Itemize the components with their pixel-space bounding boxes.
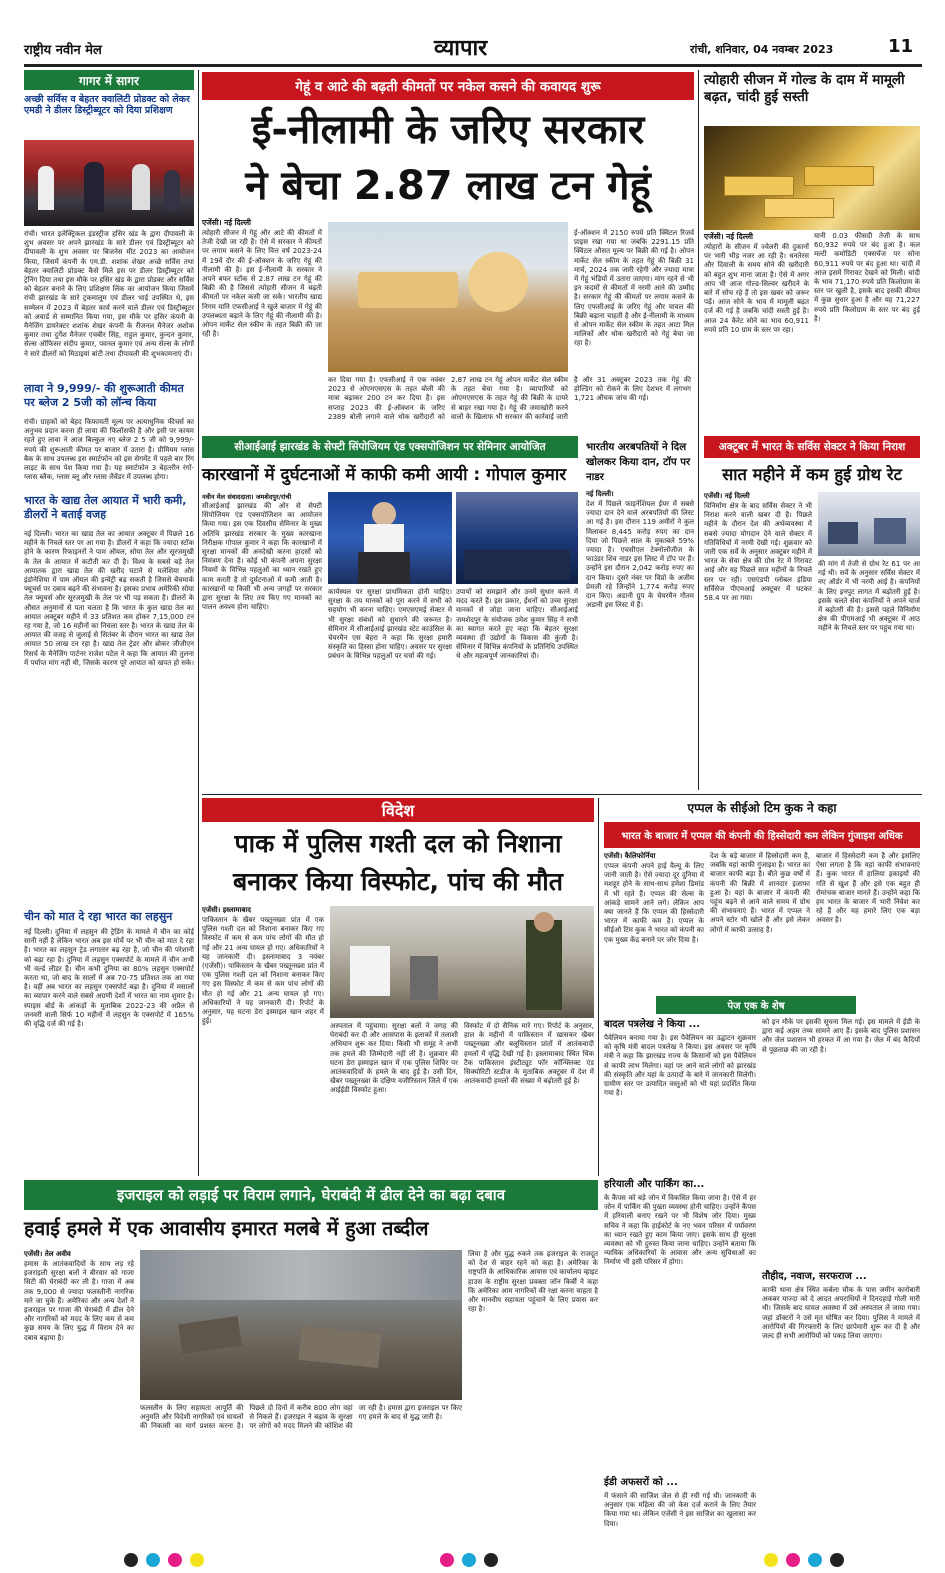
apple-body-1: एप्पल कंपनी अपने हाई वैल्यू के लिए जानी जाती है। ऐसे ज्यादा दूर दुनिया में मशहूर होने के साथ-साथ हमेशा डिमांड में भी रहते हैं। एप्पल की सेल्स के आंकड़े सामने आने लगे। लेकिन आप क्या जानते हैं कि एप्पल की हिस्सेदारी भारत में काफी कम है। एप्पल के सीईओ टिम कुक ने भारत को कंपनी का एक मुख्य केंद्र बनाने पर जोर दिया है। <box>604 862 704 944</box>
dealer-meet-photo <box>24 140 194 226</box>
left-story1-body: रांची। भारत इलेक्ट्रिकल इंडस्ट्रीज हसिर खंड के द्वारा दीपावली के शुभ अवसर पर अपने झारखंड के सारे डीलर एवं डिस्ट्रीब्यूटर को दीपावली के शुभ अवसर पर बिजनेस मीट 2023 का आयोजन किया, जिसमें कंपनी के एम.डी. शशांक शेखर अच्छे सर्विस तथा बेहतर क्वालिटी प्रोडक्ट कैसे मिले इस पर डीलर डिस्ट्रीब्यूटर को ट्रेनिंग दिया तथा इस मौके पर हसिर खंड के द्वारा प्रोडक्ट और सर्विस को बेहतर बनाने के लिए प्रशिक्षण लिंक का आयोजन किया जिसमें रांची झारखंड के सारे ट्रकमालूम एवं डीलर भाई उपस्थित थे, इस सम्मेलन में 2023 में बेहतर कार्य करने वाले डीलर एवं डिस्ट्रीब्यूटर को अवार्ड से सम्मानित किया गया, इस मौके पर हसिर कंपनी के मैनेजिंग डायरेक्टर शशांक शेखर कंपनी के रीजनल मैनेजर अशोक कुमार तथा दुर्गेश मैनेजर एचबीर सिंह, राहुल कुमार, कुन्दन कुमार, सेल्स ऑफिसर संदीप कुमार, पवनल कुमार एवं अन्य सेल्स के लोगों ने सारे डीलरों को मिठाइयां बांटी तथा दीपावली की शुभकामनाएं दी। <box>24 230 194 358</box>
world-headline-1: पाक में पुलिस गश्ती दल को निशाना <box>234 829 562 858</box>
registration-marks-left <box>120 1552 208 1571</box>
cii-body-1: सीआईआई झारखंड की ओर से सेफ्टी सिंपोजियम एंड एक्सपोजिशन का आयोजन किया गया। इस एक दिवसीय सेमिनार के मुख्य अतिथि झारखंड सरकार के मुख्य कारखाना निरीक्षक गोपाल कुमार ने कहा कि कारखानों में सुरक्षा मानकों की अनदेखी करना हादसों को निमंत्रण देना है। कोई भी कंपनी अपना सुरक्षा नियमों के विभिन्न पहलुओं का ध्यान रखते हुए काम करती है तो दुर्घटनाओं में कमी आती है। कारखानों या किसी भी अन्य जगहों पर सरकार द्वारा सुरक्षा के लिए तय किए गए मानकों का पालन अवश्य होना चाहिए। <box>202 502 322 612</box>
world-banner: विदेश <box>202 798 594 822</box>
gold-body-1: त्योहारों के सीजन में ज्वेलरी की दुकानों पर भारी भीड़ नजर आ रही है। धनतेरस और दिवाली के समय सोने की खरीदारी को बहुत शुभ माना जाता है। ऐसे में अगर आप भी आज गोल्ड-सिल्वर खरीदने के बारे में सोच रहे हैं तो इस खबर को जरूर पढ़ें। आज सोने के भाव में मामूली बढ़त दर्ज की गई है जबकि चांदी सस्ती हुई है। आज 24 कैरेट सोने का भाव 60,911 रुपये प्रति 10 ग्राम के स्तर पर रहा। <box>704 243 809 334</box>
cii-banner: सीआईआई झारखंड के सेफ्टी सिंपोजियम एंड एक्सपोजिशन पर सेमिनार आयोजित <box>202 436 578 458</box>
services-body-2: की मांग में तेजी से ग्रोथ रेट 61 पर आ गई थी। सर्वे के अनुसार सर्विस सेक्टर में नए ऑर्डर में भी नरमी आई है। कंपनियों के लिए इनपुट लागत में बढ़ोतरी हुई है। इसके चलते सेवा कंपनियों ने अपने चार्ज में बढ़ोतरी की है। इससे पहले विनिर्माण क्षेत्र की पीएमआई भी अक्टूबर में आठ महीने के निचले स्तर पर पहुंच गया था। <box>818 560 920 633</box>
world-dateline: एजेंसी। इस्लामाबाद <box>202 906 251 914</box>
wheat-field-photo <box>328 222 568 372</box>
gold-dateline: एजेंसी। नई दिल्ली <box>704 232 753 241</box>
office-workers-photo <box>818 492 920 556</box>
region-s1-body: पैवेलियन बनाया गया है। इस पैवेलियन का उद्घाटन शुक्रवार को कृषि मंत्री बादल पत्रलेख ने किया। इस अवसर पर कृषि मंत्री ने कहा कि झारखंड राज्य के किसानों को इस पैवेलियन से काफी लाभ मिलेगा। वहां पर आने वाले लोगों को झारखंड की संस्कृति और यहां के उत्पादों के बारे में जानकारी मिलेगी। ग्रामीण स्तर पर उत्पादित वस्तुओं को भी यहां प्रदर्शित किया गया है। <box>604 1034 756 1098</box>
section-title: व्यापार <box>434 35 488 61</box>
israel-body-1: हमास के आतंकवादियों के साथ लड़ रहे इजराइली सुरक्षा बलों ने बीरवार को गाजा सिटी की घेराबंदी कर ली है। गाजा में अब तक 9,000 से ज्यादा फलस्तीनी नागरिक मारे जा चुके हैं। अमेरिका और अन्य देशों ने इजराइल पर गाजा की घेराबंदी में ढील देने और नागरिकों को मदद के लिए कम से कम कुछ समय के लिए युद्ध में विराम देने का दबाव बढ़ाया है। <box>24 1260 134 1342</box>
mid-right-divider <box>698 70 699 790</box>
left-story1-headline: अच्छी सर्विस व बेहतर क्वालिटी प्रोडक्ट को लेकर एमडी ने डीलर डिस्ट्रीब्यूटर को दिया प्रशिक्षण <box>24 94 190 117</box>
world-headline-2: बनाकर किया विस्फोट, पांच की मौत <box>232 867 564 896</box>
billionaire-dateline: नई दिल्ली। <box>586 490 614 498</box>
israel-banner: इजराइल को लड़ाई पर विराम लगाने, घेराबंदी में ढील देने का बढ़ा दबाव <box>24 1180 598 1210</box>
left-story4-headline: चीन को मात दे रहा भारत का लहसुन <box>24 910 173 923</box>
wheat-headline-2: ने बेचा 2.87 लाख टन गेहूं <box>245 163 651 209</box>
services-body-1: विनिर्माण क्षेत्र के बाद सर्विस सेक्टर ने भी निराश करने वाली खबर दी है। पिछले महीने के दौरान देश की अर्थव्यवस्था में सबसे ज्यादा योगदान देने वाले सेक्टर में गतिविधियों में नरमी देखी गई। शुक्रवार को जारी एक सर्वे के अनुसार अक्टूबर महीने में भारत के सेवा क्षेत्र की ग्रोथ रेट में गिरावट आई और यह पिछले सात महीनों के निचले स्तर पर रही। एसएंडपी ग्लोबल इंडिया सर्विसेज पीएमआई अक्टूबर में घटकर 58.4 पर आ गया। <box>704 502 812 603</box>
wheat-dateline: एजेंसी। नई दिल्ली <box>202 218 251 227</box>
apple-banner: भारत के बाजार में एप्पल की कंपनी की हिस्सेदारी कम लेकिन गुंजाइश अधिक <box>604 822 920 848</box>
services-banner: अक्टूबर में भारत के सर्विस सेक्टर ने किया निराश <box>704 436 920 458</box>
israel-dateline: एजेंसी। तेल अवीव <box>24 1250 71 1258</box>
apple-body-3: बाजार में हिस्सेदारी कम है और इसलिए ऐसा लगता है कि यहां काफी संभावनाएं हैं। कुक भारत में हालिया इकाइयों की गति से खुश हैं और इसे एक बहुत ही रोमांचक बाजार मानते हैं। उन्होंने कहा कि हम भारत के बाजार में भारी निवेश कर रहे हैं और यह हमारे लिए एक बड़ा अवसर है। <box>816 852 920 925</box>
apple-dateline: एजेंसी। कैलिफोर्निया <box>604 852 656 860</box>
wheat-headline-1: ई-नीलामी के जरिए सरकार <box>251 107 645 153</box>
wheat-body-2: कर दिया गया है। एफसीआई ने एक नवंबर 2023 से ओएमएसएस के तहत बोली की मात्रा बढ़ाकर 200 टन कर दिया है। इस सप्ताह 2023 की ई-ऑक्शन के जरिए 2389 बोली लगाने वाले थोक खरीदारों को 2.87 लाख टन गेहूं ओपन मार्केट सेल स्कीम के तहत बेचा गया है। व्यापारियों को ओएमएसएस के तहत गेहूं की बिक्री के दायरे से बाहर रखा गया है। गेहूं की जमाखोरी करने वालों के खिलाफ भी सरकार की कार्रवाई जारी है और 31 अक्टूबर 2023 तक गेहूं की होल्डिंग को रोकने के लिए देशभर में लगभग 1,721 औचक जांच की गई। <box>328 376 691 421</box>
cii-dateline: नवीन मेल संवाददाता। जमशेदपुर/रांची <box>202 493 292 501</box>
rubble-photo <box>140 1250 462 1400</box>
apple-kicker: एप्पल के सीईओ टिम कुक ने कहा <box>687 801 837 815</box>
israel-headline: हवाई हमले में एक आवासीय इमारत मलबे में हुआ तब्दील <box>24 1217 429 1240</box>
left-story4-body: नई दिल्ली। दुनिया में लहसुन की ट्रेडिंग के मामले में चीन का कोई सानी नहीं है लेकिन भारत अब इस मोर्चे पर भी चीन को मात दे रहा है। भारत का लहसुन ट्रेड लगातार बढ़ रहा है, जो चीन की परेशानी को बढ़ा रहा है। दुनिया में लहसुन एक्सपोर्ट के मामले में चीन अभी भी वर्ल्ड लीडर है। चीन कभी दुनिया का 80% लहसुन एक्सपोर्ट करता था, जो बाद के सालों में अब 70-75 प्रतिशत तक आ गया है। वहीं अब भारत का लहसुन एक्सपोर्ट बढ़ा है। दुनिया में मसालों का व्यापार करने वाले सबसे अग्रणी देशों में भारत का नाम शुमार है। स्पाइस बोर्ड के आंकड़ों के मुताबिक 2022-23 की अप्रैल से जनवरी वाली सिर्फ 10 महीनों में लहसुन के एक्सपोर्ट में 165% की वृद्धि दर्ज की गई है। <box>24 928 194 1029</box>
world-right-divider <box>598 798 599 1176</box>
left-story2-headline: लावा ने 9,999/- की शुरूआती कीमत पर ब्लेज 2 5जी को लॉन्च किया <box>24 382 184 409</box>
left-story3-body: नई दिल्ली। भारत का खाद्य तेल का आयात अक्टूबर में पिछले 16 महीने के निचले स्तर पर आ गया है। डीलरों ने कहा कि ज्यादा स्टॉक होने के कारण रिफाइनरों ने पाम ऑयल, सोया तेल और सूरजमुखी के तेल के आयात में कटौती कर दी है। विश्व के सबसे बड़े तेल आयातक द्वारा खाद्य तेल की खरीद घटाने से मलेशिया और इंडोनेशिया में पाम ऑयल की इन्वेंट्री बढ़ सकती है जिससे बेंचमार्क फ्यूचर्स पर दबाव बढ़ने की संभावना है। इसका प्रभाव अमेरिकी सोया तेल फ्यूचर्स और सूरजमुखी के तेल पर भी पड़ सकता है। डीलरों के औसत अनुमानों से पता चलता है कि भारत के कुल खाद्य तेल का आयात अक्टूबर महीने में 33 प्रतिशत कम होकर 7,15,000 टन रह गया है, जो 16 महीनों का निचला स्तर है। भारत के खाद्य तेल के आयात की वजह से जुलाई से सितंबर के दौरान भारत का खाद्य तेल आयात 50 लाख टन रहा है। खाद्य तेल ट्रेडर और ब्रोकर जीजीएन रिसर्च के मैनेजिंग पार्टनर राजेश पटेल ने कहा कि आयात की तुलना में पर्याप्त मांग नहीं थी, जिसके कारण पूरे आयात को खपत हो सके। <box>24 530 195 667</box>
header-rule <box>24 64 922 67</box>
region-tag: पेज एक के शेष <box>656 996 856 1014</box>
left-story2-body: रांची। ग्राहकों को बेहद किफायती मूल्य पर अत्याधुनिक फीचर्स का अनुभव प्रदान करना ही लावा की फिलॉसफी है और इसी पर कायम रहते हुए लावा ने आज बिल्कुल नए ब्लेज 2 5 जी को 9,999/- रुपये की शुरूआती कीमत पर बाजार में उतारा है। प्रीमियम ग्लास बैक के साथ उपलब्ध इस स्मार्टफोन को इस सेगमेंट में पहले बार रिंग लाइट के साथ पेश किया गया है। यह स्मार्टफोन 3 बेहतरीन रंगों- ग्लास ब्लैक, ग्लास ब्लू और ग्लास लैवेंडर में उपलब्ध होगा। <box>24 418 194 482</box>
gold-headline: त्योहारी सीजन में गोल्ड के दाम में मामूली बढ़त, चांदी हुई सस्ती <box>704 72 905 105</box>
region-s1-headline: बादल पत्रलेख ने किया ... <box>604 1019 701 1030</box>
page-number: 11 <box>888 36 914 57</box>
cii-body-2: कार्यस्थल पर सुरक्षा प्राथमिकता होनी चाहिए। सुरक्षा के तय मानकों को पूरा करने में सभी को सहयोग भी करना चाहिए। एमएसएमई सेक्टर में भी सुरक्षा संबंधों को सुधारने की जरूरत है। सेमिनार में सीआईआई झारखंड स्टेट काउंसिल के चेयरमैन एस बेहरा ने कहा कि सुरक्षा हमारी संस्कृति का हिस्सा होना चाहिए। अवसर पर सुरक्षा प्रबंधन के विभिन्न पहलुओं पर चर्चा की गई। <box>328 588 452 661</box>
wheat-body-3: ई-ऑक्शन में 2150 रुपये प्रति क्विंटल रिजर्व प्राइस रखा गया था जबकि 2291.15 प्रति क्विंटल औसत मूल्य पर बिक्री की गई है। ओपन मार्केट सेल स्कीम के तहत गेहूं की बिक्री 31 मार्च, 2024 तक जारी रहेगी और ज्यादा मात्रा में गेहूं भंडियों में उतारा जाएगा। मांग रहने से भी इन कदमों से कीमतों में नरमी आने की उम्मीद है। सरकार गेहूं की कीमतों पर लगाम कसने के लिए एफसीआई के जरिए गेहूं और चावल की बिक्री बढ़ाना चाहती है और ई-नीलामी के माध्यम से ओपन मार्केट सेल स्कीम के तहत आटा मिल मालिकों और थोक खरीदारों को गेहूं बेचा जा रहा है। <box>574 229 695 348</box>
region-s5-headline: तौहीद, नवाज, सरफराज ... <box>762 1271 867 1282</box>
left-tag: गागर में सागर <box>24 70 194 90</box>
billionaire-body: देश में पिछले फाइनेंशियल ईयर में सबसे ज्यादा दान देने वाले अरबपतियों की लिस्ट आ गई है। इस दौरान 119 अमीरों ने कुल मिलाकर 8,445 करोड़ रुपए का दान दिया जो पिछले साल के मुकाबले 59% ज्यादा है। एचसीएल टेक्नोलॉजीज के फाउंडर शिव नाडर इस लिस्ट में टॉप पर हैं। उन्होंने इस दौरान 2,042 करोड़ रुपए का दान किया। दूसरे नंबर पर विप्रो के अजीम प्रेमजी रहे जिन्होंने 1,774 करोड़ रुपए दान किए। अडानी ग्रुप के चेयरमैन गौतम अडानी इस लिस्ट में हैं। <box>586 500 694 610</box>
services-headline: सात महीने में कम हुई ग्रोथ रेट <box>722 465 902 484</box>
cii-speaker-photo <box>328 492 452 584</box>
region-s3-headline: ईडी अफसरों को ... <box>604 1477 678 1488</box>
blast-site-photo <box>330 906 594 1018</box>
mid-horizontal-rule <box>202 794 922 795</box>
region-s2-headline: हरियाली और पार्किंग का... <box>604 1179 705 1190</box>
billionaire-headline: भारतीय अरबपतियों ने दिल खोलकर किया दान, टॉप पर नाडर <box>586 442 691 483</box>
cii-headline: कारखानों में दुर्घटनाओं में काफी कमी आयी : गोपाल कुमार <box>202 465 567 485</box>
world-body-3: विस्फोट में दो सैनिक मारे गए। रिपोर्ट के अनुसार, हाल के महीनों में पाकिस्तान में खासकर खैबर पख्तूनख्वा और बलूचिस्तान प्रांतों में आतंकवादी हमलों में वृद्धि देखी गई है। इस्लामाबाद स्थित थिंक टैंक पाकिस्तान इंस्टीट्यूट फॉर कॉन्फ्लिक्ट एंड सिक्योरिटी स्टडीज के मुताबिक अक्टूबर में देश में आतंकवादी हमलों की संख्या में बढ़ोतरी हुई है। <box>464 1022 594 1086</box>
apple-body-2: देश के बड़े बाजार में हिस्सेदारी कम है, जबकि यहां काफी गुंजाइश है। भारत का बाजार काफी बड़ा है। बीते कुछ वर्षों में कंपनी की बिक्री में शानदार इजाफा हुआ है। यहां के बाजार में कंपनी की पहुंच बढ़ने से आने वाले समय में ग्रोथ की संभावनाएं हैं। भारत में एप्पल ने अपने स्टोर भी खोले हैं और इसे लेकर लोगों में काफी उत्साह है। <box>710 852 811 934</box>
region-s2-body: के कैंपस को बड़े जोन में विकसित किया जाना है। ऐसे में हर जोन में पार्किंग की पुख्ता व्यवस्था होनी चाहिए। उन्होंने कैंपस में हरियाली बनाए रखने पर भी विशेष जोर दिया। मुख्य सचिव ने कहा कि हाईकोर्ट के नए भवन परिसर में पर्यावरण का ध्यान रखते हुए काम किया जाए। इसके साथ ही सुरक्षा व्यवस्था को भी दुरुस्त किया जाना चाहिए। उन्होंने बताया कि न्यायिक अधिकारियों के आवास और अन्य सुविधाओं का निर्माण भी इसी परिसर में होगा। <box>604 1194 756 1267</box>
wheat-body-1: त्योहारी सीजन में गेहूं और आटे की कीमतों में तेजी देखी जा रही है। ऐसे में सरकार ने कीमतों पर लगाम कसने के लिए वित्त वर्ष 2023-24 में 19वें दौर की ई-ऑक्शन के जरिए गेहूं की नीलामी की है। इस ई-नीलामी के सरकार ने अपने बफर स्टॉक से 2.87 लाख टन गेहूं की बिक्री की है जिससे त्योहारी सीजन में बढ़ती कीमतों पर नकेल कसी जा सके। भारतीय खाद्य निगम यानि एफसीआई ने खुले बाजार में गेहूं की उपलब्धता बढ़ाने के लिए गेहूं की नीलामी की है। ओपन मार्केट सेल स्कीम के तहत बिक्री की जा रही है। <box>202 229 322 339</box>
masthead: राष्ट्रीय नवीन मेल <box>24 43 102 58</box>
dateline: रांची, शनिवार, 04 नवम्बर 2023 <box>690 43 834 56</box>
left-story3-headline: भारत के खाद्य तेल आयात में भारी कमी, डीलरों ने बताई वजह <box>24 494 187 521</box>
world-body-2: अस्पताल में पहुंचाया। सुरक्षा बलों ने जगह की घेराबंदी कर दी और आसपास के इलाकों में तलाशी अभियान शुरू कर दिया। किसी भी समूह ने अभी तक हमले की जिम्मेदारी नहीं ली है। शुक्रवार की घटना डेरा इस्माइल खान में एक पुलिस शिविर पर आतंकवादियों के हमले के बाद हुई है। उसी दिन, खैबर पख्तूनख्वा के दक्षिण वजीरिस्तान जिले में एक आईईडी विस्फोट हुआ। <box>330 1022 458 1095</box>
region-s3-body: में फंसाने की साजिश जेल से ही रची गई थी। जानकारी के अनुसार एक महिला की जो केस दर्ज कराने के लिए तैयार किया गया था। लेकिन एजेंसी ने इस साजिश का खुलासा कर दिया। <box>604 1492 756 1528</box>
region-s4-body: को इन मौके पर इसकी सूचना मिल गई। इस मामले में ईडी के द्वारा कई अहम तथ्य सामने आए हैं। इसके बाद पुलिस प्रशासन और जेल प्रशासन भी हरकत में आ गया है। जेल में बंद कैदियों से पूछताछ की जा रही है। <box>762 1018 920 1054</box>
gold-body-2: यानी 0.03 फीसदी तेजी के साथ 60,932 रुपये पर बंद हुआ है। कल मल्टी कमोडिटी एक्सचेंज पर सोना 60,911 रुपये पर बंद हुआ था। चांदी में आज इसमें गिरावट देखने को मिली। चांदी के भाव 71,170 रुपये प्रति किलोग्राम के स्तर पर खुली है, इसके बाद इसकी कीमत में कुछ सुधार हुआ है और यह 71,227 रुपये प्रति किलोग्राम के स्तर पर बंद हुई है। <box>814 232 920 323</box>
services-dateline: एजेंसी। नई दिल्ली <box>704 492 750 500</box>
wheat-kicker: गेहूं व आटे की बढ़ती कीमतों पर नकेल कसने की कवायद शुरू <box>202 72 694 100</box>
israel-body-2: फलस्तीन के लिए सहायता आपूर्ति की अनुमति और विदेशी नागरिकों एवं घायलों की निकासी का मार्ग प्रशस्त करना है। पिछले दो दिनों में करीब 800 लोग वहां से निकले हैं। इजराइल ने बढ़ाव के सुरक्षा पर लोगों को मदद मिलने की कोशिश की जा रही है। हमास द्वारा इजराइल पर किए गए हमले के बाद से युद्ध जारी है। <box>140 1404 462 1431</box>
region-s5-body: काफी थाना क्षेत्र स्थित कर्बला चौक के पास जमीन कारोबारी अकबर याज्दा को दे आदत अपराधियों ने दिनदहाड़े गोली मारी थी। जिसके बाद घायल अवस्था में उसे अस्पताल ले जाया गया। जहां डॉक्टरों ने उसे मृत घोषित कर दिया। पुलिस ने मामले में आरोपियों की गिरफ्तारी के लिए छापेमारी शुरू कर दी है और जल्द ही सभी आरोपियों को पकड़ लिया जाएगा। <box>762 1286 920 1341</box>
gold-bars-photo <box>704 126 920 230</box>
world-body-1: पाकिस्तान के खैबर पख्तूनख्वा प्रांत में एक पुलिस गश्ती दल को निशाना बनाकर किए गए विस्फोट में कम से कम पांच लोगों की मौत हो गई और 21 अन्य घायल हो गए। अधिकारियों ने यह जानकारी दी। इस्लामाबाद 3 नवंबर (एजेंसी)। पाकिस्तान के खैबर पख्तूनख्वा प्रांत में एक पुलिस गश्ती दल को निशाना बनाकर किए गए इस विस्फोट में कम से कम पांच लोगों की मौत हो गई और 21 अन्य घायल हो गए। अधिकारियों ने यह जानकारी दी। रिपोर्ट के अनुसार, यह घटना डेरा इस्माइल खान शहर में हुई। <box>202 916 324 1026</box>
cii-body-3: उपायों को समझाने और उनमें सुधार करने में मदद करते हैं। इस प्रकार, ईंधनों को उच्च सुरक्षा मानकों से जोड़ा जाना चाहिए। सीआईआई जमशेदपुर के संयोजक उमेश कुमार सिंह ने सभी का स्वागत करते हुए कहा कि बेहतर सुरक्षा व्यवस्था ही उद्योगों के विकास की कुंजी है। सेमिनार में विभिन्न कंपनियों के प्रतिनिधि उपस्थित थे और महत्वपूर्ण जानकारियां दी। <box>456 588 578 661</box>
registration-marks-center <box>436 1552 502 1571</box>
israel-body-3: लिया है और युद्ध रुकने तक इजराइल के राजदूत को देश से बाहर रहने को कहा है। अमेरिका के राष्ट्रपति के आधिकारिक आवास एवं कार्यालय व्हाइट हाउस के राष्ट्रीय सुरक्षा प्रवक्ता जॉन किर्बी ने कहा कि अमेरिका आम नागरिकों की रक्षा करना चाहता है और मानवीय सहायता पहुंचाने के लिए प्रयास कर रहा है। <box>468 1250 598 1314</box>
left-column-divider <box>198 70 199 1176</box>
registration-marks-right <box>760 1552 848 1571</box>
